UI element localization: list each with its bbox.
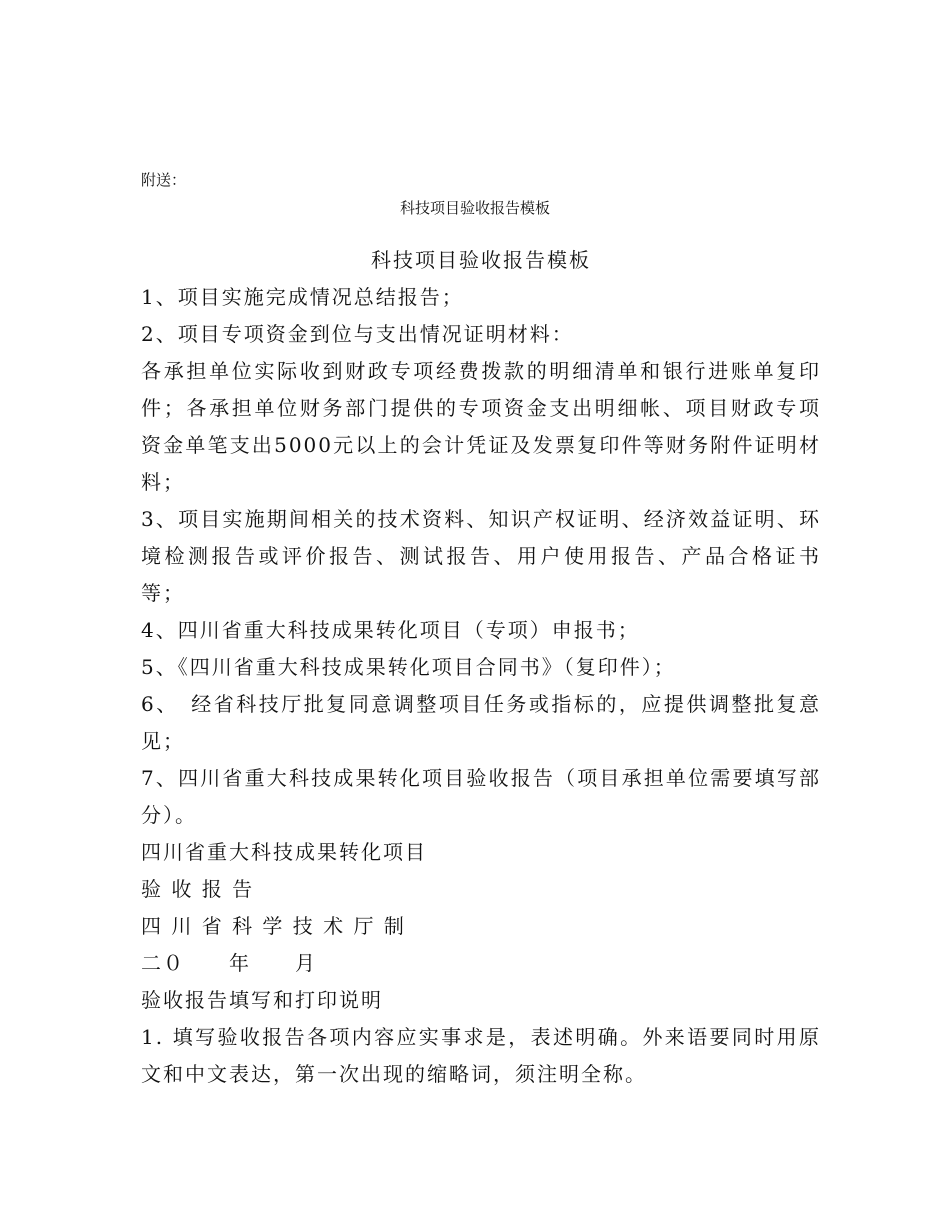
list-item-7: 7、四川省重大科技成果转化项目验收报告（项目承担单位需要填写部分）。 — [141, 766, 821, 827]
cover-report-title: 验 收 报 告 — [141, 877, 255, 901]
header-small-title: 科技项目验收报告模板 — [399, 199, 550, 217]
cover-date: 二０ 年 月 — [141, 951, 317, 975]
list-item-3: 3、项目实施期间相关的技术资料、知识产权证明、经济效益证明、环境检测报告或评价报告、测试报告、用户使用报告、产品合格证书等； — [141, 507, 821, 605]
instructions-point-1: 1. 填写验收报告各项内容应实事求是，表述明确。外来语要同时用原文和中文表达，第一次出现的缩略词，须注明全称。 — [141, 1025, 821, 1086]
list-item-6: 6、 经省科技厅批复同意调整项目任务或指标的，应提供调整批复意见； — [141, 692, 821, 753]
document-body — [141, 242, 821, 1093]
list-item-4: 4、四川省重大科技成果转化项目（专项）申报书； — [141, 618, 640, 642]
list-item-1: 1、项目实施完成情况总结报告； — [141, 285, 464, 309]
list-item-2: 2、项目专项资金到位与支出情况证明材料： — [141, 322, 574, 346]
list-item-2-detail: 各承担单位实际收到财政专项经费拨款的明细清单和银行进账单复印件；各承担单位财务部门提供的专项资金支出明细帐、项目财政专项资金单笔支出5000元以上的会计凭证及发票复印件等财务附件证明材料； — [141, 359, 821, 494]
cover-issuer: 四 川 省 科 学 技 术 厅 制 — [141, 914, 406, 938]
instructions-heading: 验收报告填写和打印说明 — [141, 988, 383, 1012]
main-title: 科技项目验收报告模板 — [371, 248, 591, 272]
list-item-5: 5、《四川省重大科技成果转化项目合同书》（复印件）； — [141, 655, 676, 679]
cover-project-line: 四川省重大科技成果转化项目 — [141, 840, 427, 864]
attachment-label: 附送： — [141, 171, 187, 189]
